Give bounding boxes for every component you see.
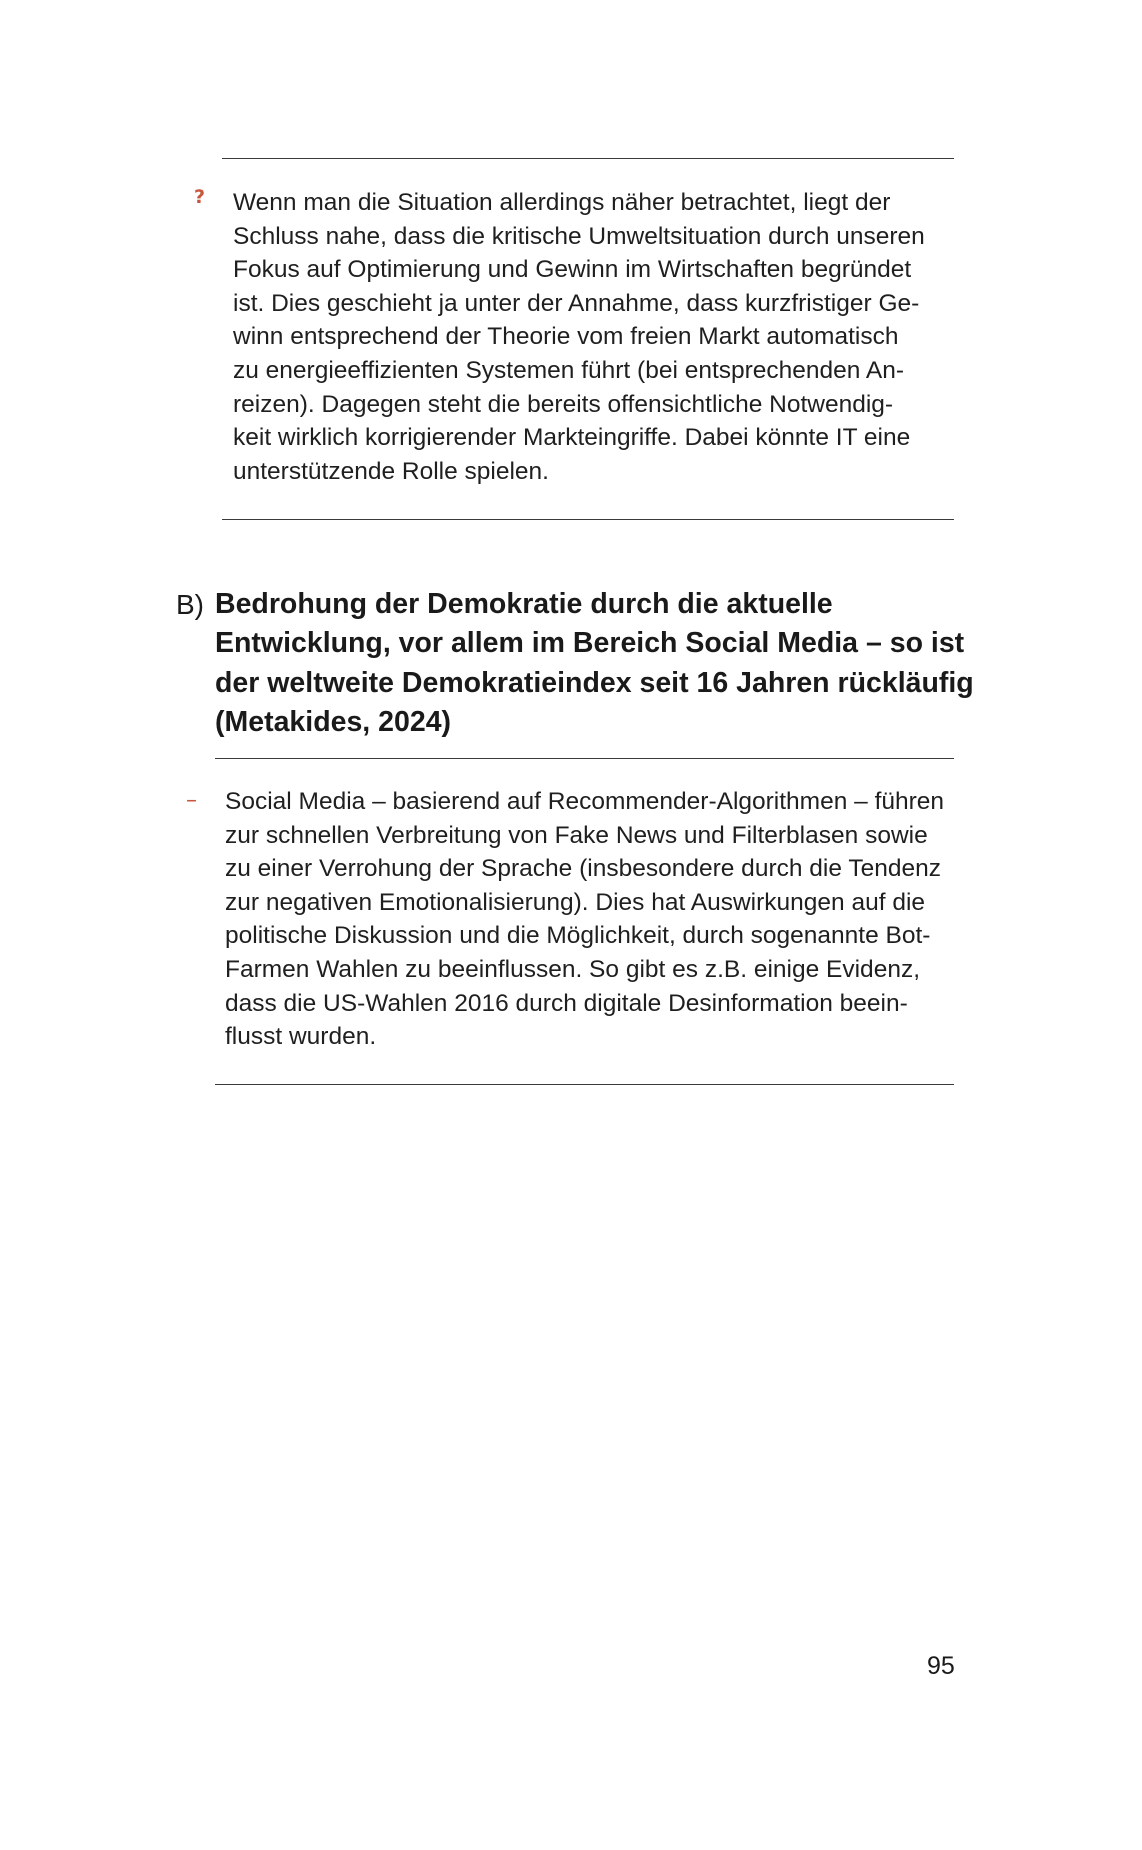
heading-line: (Metakides, 2024) bbox=[215, 705, 452, 738]
heading-divider bbox=[215, 758, 954, 759]
heading-line: Bedrohung der Demokratie durch die aktuelle bbox=[215, 588, 833, 620]
section-b-heading bbox=[215, 585, 974, 742]
block-b-paragraph bbox=[225, 785, 944, 1054]
paragraph-line: flusst wurden. bbox=[225, 1023, 377, 1051]
heading-line: der weltweite Demokratieindex seit 16 Jahren rückläufig bbox=[215, 666, 974, 699]
paragraph-line: politische Diskussion und die Möglichkeit, durch sogenannte Bot- bbox=[225, 922, 931, 950]
paragraph-line: unterstützende Rolle spielen. bbox=[233, 457, 549, 485]
paragraph-line: winn entsprechend der Theorie vom freien Markt automatisch bbox=[233, 323, 899, 351]
block-a-paragraph bbox=[233, 186, 925, 488]
paragraph-line: zur negativen Emotionalisierung). Dies hat Auswirkungen auf die bbox=[225, 888, 926, 916]
paragraph-line: keit wirklich korrigierender Markteingriffe. Dabei könnte IT eine bbox=[233, 424, 911, 452]
block-b-bottom-divider bbox=[215, 1084, 954, 1085]
paragraph-line: zu energieeffizienten Systemen führt (bei entsprechenden An- bbox=[233, 356, 904, 384]
block-a-bottom-divider bbox=[222, 519, 954, 520]
paragraph-line: Fokus auf Optimierung und Gewinn im Wirtschaften begründet bbox=[233, 256, 912, 284]
top-divider bbox=[222, 158, 954, 159]
dash-bullet-icon: – bbox=[186, 788, 197, 813]
paragraph-line: ist. Dies geschieht ja unter der Annahme, dass kurzfristiger Ge- bbox=[233, 289, 920, 317]
heading-line: Entwicklung, vor allem im Bereich Social Media – so ist bbox=[215, 627, 965, 660]
paragraph-line: Schluss nahe, dass die kritische Umweltsituation durch unseren bbox=[233, 222, 925, 250]
paragraph-line: reizen). Dagegen steht die bereits offensichtliche Notwendig- bbox=[233, 390, 894, 418]
paragraph-line: zur schnellen Verbreitung von Fake News und Filterblasen sowie bbox=[225, 821, 928, 849]
paragraph-line: Social Media – basierend auf Recommender-Algorithmen – führen bbox=[225, 788, 945, 815]
paragraph-line: Farmen Wahlen zu beeinflussen. So gibt es z.B. einige Evidenz, bbox=[225, 955, 920, 983]
paragraph-line: zu einer Verrohung der Sprache (insbesondere durch die Tendenz bbox=[225, 855, 941, 883]
paragraph-line: dass die US-Wahlen 2016 durch digitale Desinformation beein- bbox=[225, 989, 908, 1017]
paragraph-line: Wenn man die Situation allerdings näher betrachtet, liegt der bbox=[233, 189, 891, 216]
page-number: 95 bbox=[927, 1652, 955, 1680]
section-letter: B) bbox=[176, 589, 204, 620]
question-bullet-icon: ? bbox=[194, 186, 206, 208]
